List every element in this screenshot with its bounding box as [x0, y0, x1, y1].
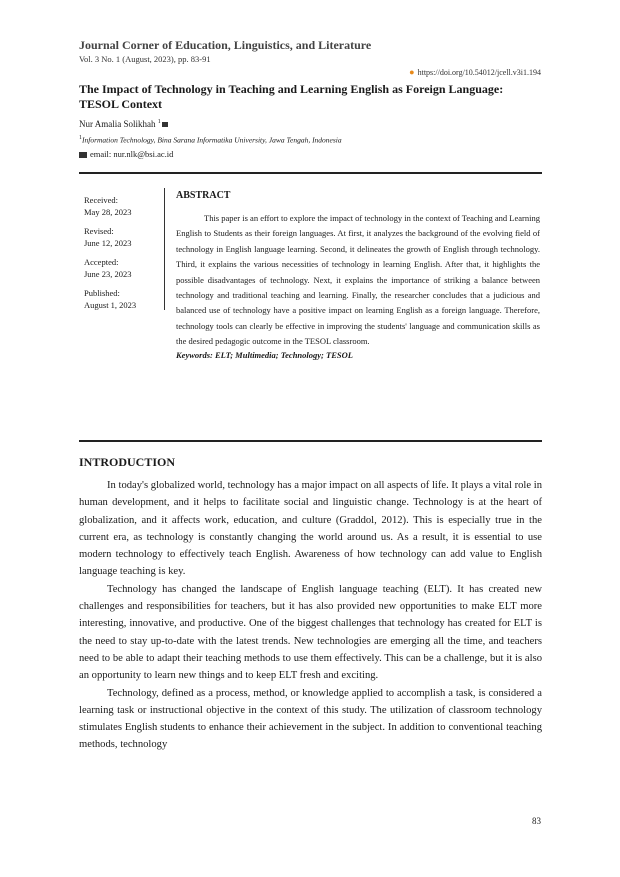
published-label: Published: [84, 288, 120, 298]
volume-info: Vol. 3 No. 1 (August, 2023), pp. 83-91 [79, 54, 211, 64]
envelope-icon [162, 122, 168, 127]
abstract-section [176, 190, 540, 360]
received-date: May 28, 2023 [84, 206, 132, 217]
envelope-icon [79, 152, 87, 158]
abstract-heading: ABSTRACT [176, 190, 231, 201]
article-dates [84, 195, 164, 319]
introduction-heading: INTRODUCTION [79, 455, 176, 469]
article-title: The Impact of Technology in Teaching and Learning English as Foreign Language: TESOL Context [79, 82, 504, 111]
affiliation-superscript: 1 [79, 135, 82, 141]
accepted-label: Accepted: [84, 257, 119, 267]
affiliation: $^1$Information Technology, Bina Sarana Informatika University, Jawa Tengah, Indonesia [79, 135, 342, 145]
revised-date: June 12, 2023 [84, 237, 132, 248]
keywords: Keywords: ELT; Multimedia; Technology; TESOL [176, 349, 353, 360]
published-date: August 1, 2023 [84, 299, 137, 310]
paragraph: Technology has changed the landscape of English language teaching (ELT). It has created new challenges and responsibilities for teachers, but it has also provided new opportunities to make ELT more interesting, innovative, and productive. One of the biggest challenges that technology has created for ELT is the need to stay up-to-date with the latest trends. New technologies are emerging all the time, and teachers need to be able to adapt their teaching methods to use them effectively. This can be a challenge, but it is also an opportunity to learn new things and to keep ELT fresh and exciting. [79, 583, 542, 682]
doi-text[interactable]: https://doi.org/10.54012/jcell.v3i1.194 [417, 68, 541, 77]
abstract-text: This paper is an effort to explore the impact of technology in the context of Teaching and Learning English to Students as their foreign languages. At first, it analyzes the background of the evolving field of technology in English language learning. Second, it delineates the growth of English through technology. Third, it explains the various necessities of technology in learning English. After that, it highlights the possible disadvantages of technology. Next, it explains the importance of striking a balance between technology and traditional teaching and learning. Finally, the researcher concludes that a judicious and balanced use of technology have a positive impact on learning English as a foreign language. Therefore, technology tools can clearly be effective in improving the students' language and communication skills as the desired pedagogic outcome in the TESOL classroom. [176, 213, 540, 347]
author-email[interactable]: email: nur.nlk@bsi.ac.id [79, 149, 173, 159]
doi-icon: ● [409, 67, 415, 77]
page-number: 83 [532, 816, 541, 826]
dates-divider [164, 188, 165, 310]
introduction-body [79, 477, 542, 754]
author-name: Nur Amalia Solikhah $^1$ [79, 119, 171, 129]
revised-label: Revised: [84, 226, 114, 236]
accepted-date: June 23, 2023 [84, 268, 132, 279]
header-divider [79, 172, 542, 174]
journal-title: Journal Corner of Education, Linguistics, and Literature [79, 38, 372, 52]
paragraph: In today's globalized world, technology has a major impact on all aspects of life. It plays a vital role in human development, and it helps to facilitate social and linguistic change. Technology is at the heart of globalization, and it affects work, education, and culture (Graddol, 2012). This is especially true in the current era, as technology is constantly changing the world around us. As a result, it is essential to use modern technology to effectively teach English. Awareness of how technology can add value to English language teaching is key. [79, 480, 542, 578]
received-label: Received: [84, 195, 118, 205]
abstract-divider [79, 440, 542, 442]
doi-link[interactable] [409, 67, 541, 77]
author-superscript: 1 [157, 119, 161, 125]
paragraph: Technology, defined as a process, method, or knowledge applied to accomplish a task, is considered a learning task or instructional objective in the context of this study. The utilization of classroom technology stimulates English students to enhance their achievement in the subject. In addition to conventional teaching methods, technology [79, 687, 542, 751]
